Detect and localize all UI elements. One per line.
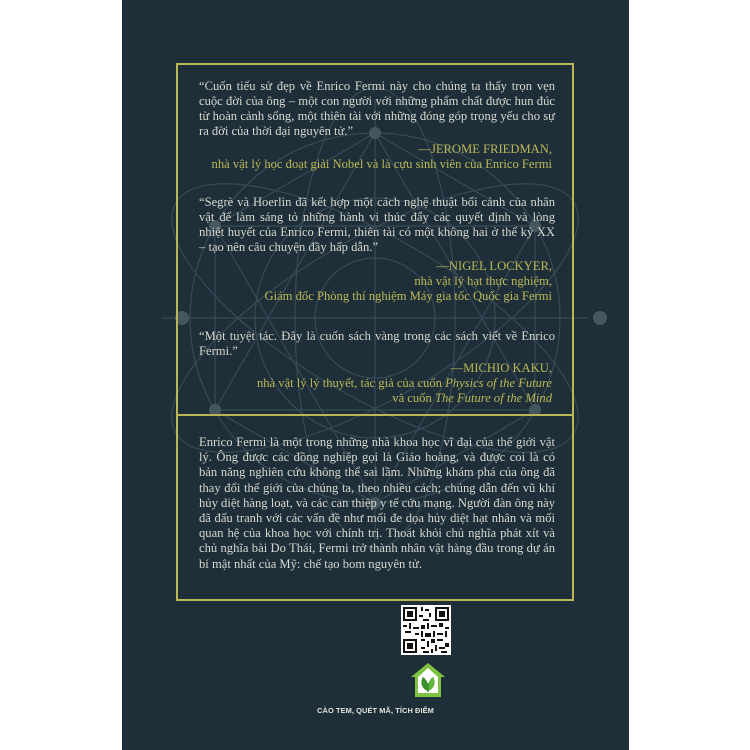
quote-friedman-author: —JEROME FRIEDMAN, xyxy=(418,142,552,156)
quote-lockyer-role-line2: Giám đốc Phòng thí nghiệm Máy gia tốc Quốc gia Fermi xyxy=(264,289,552,304)
quote-lockyer-author: —NIGEL LOCKYER, xyxy=(436,259,552,273)
quote-kaku-author: —MICHIO KAKU, xyxy=(450,361,552,375)
quote-kaku-role-line1 xyxy=(196,376,552,391)
promo-tagline: CÀO TEM, QUÉT MÃ, TÍCH ĐIỂM xyxy=(317,706,434,715)
quote-kaku-text: “Một tuyệt tác. Đây là cuốn sách vàng trong các sách viết về Enrico Fermi.” xyxy=(199,329,555,359)
quote-kaku-book1: Physics of the Future xyxy=(445,376,552,391)
quote-friedman-role: nhà vật lý học đoạt giải Nobel và là cựu sinh viên của Enrico Fermi xyxy=(211,157,552,172)
book-description: Enrico Fermi là một trong những nhà khoa học vĩ đại của thế giới vật lý. Ông được các đồng nghiệp gọi là Giáo hoàng, và được coi là có bản năng nghiên cứu không thể sai lầm. Những khám phá của ông đã thay đổi thế giới của chúng ta, theo nhiều cách; chúng dẫn đến vũ khí hủy diệt hàng loạt, và các can thiệp y tế cứu mạng. Người đàn ông này đã đấu tranh với các vấn đề như mối đe dọa hủy diệt hạt nhân và mối quan hệ của khoa học với chính trị. Thoát khỏi chủ nghĩa phát xít và chủ nghĩa bài Do Thái, Fermi trở thành nhân vật hàng đầu trong dự án bí mật nhất của Mỹ: chế tạo bom nguyên tử. xyxy=(199,435,555,571)
section-divider xyxy=(178,414,572,416)
quote-kaku-role-line2 xyxy=(196,391,552,406)
quote-kaku-role-prefix: nhà vật lý lý thuyết, tác giả của cuốn xyxy=(256,376,446,391)
quote-friedman-text: “Cuốn tiểu sử đẹp về Enrico Fermi này cho chúng ta thấy trọn vẹn cuộc đời của ông – một con người với những phẩm chất được hun đúc từ hoàn cảnh sống, một thiên tài với những đóng góp trọng yếu cho sự ra đời của thời đại nguyên tử.” xyxy=(199,79,555,139)
quote-lockyer-text: “Segrè và Hoerlin đã kết hợp một cách nghệ thuật bối cảnh của nhân vật để làm sáng tỏ những hành vi thúc đẩy các quyết định và lòng nhiệt huyết của Enrico Fermi, thiên tài có một không hai ở thế kỷ XX – tạo nên câu chuyện đầy hấp dẫn.” xyxy=(199,195,555,255)
quote-friedman-attribution xyxy=(196,142,552,172)
house-leaf-logo-icon xyxy=(408,660,448,700)
qr-code-icon[interactable] xyxy=(401,605,451,655)
content-frame xyxy=(176,63,574,601)
quote-lockyer-attribution xyxy=(196,259,552,304)
quote-lockyer-role-line1: nhà vật lý hạt thực nghiệm, xyxy=(414,274,552,289)
book-back-cover xyxy=(122,0,629,750)
quote-kaku-attribution xyxy=(196,361,552,406)
quote-kaku-role-mid: và cuốn xyxy=(392,391,435,406)
quote-kaku-book2: The Future of the Mind xyxy=(434,391,552,406)
